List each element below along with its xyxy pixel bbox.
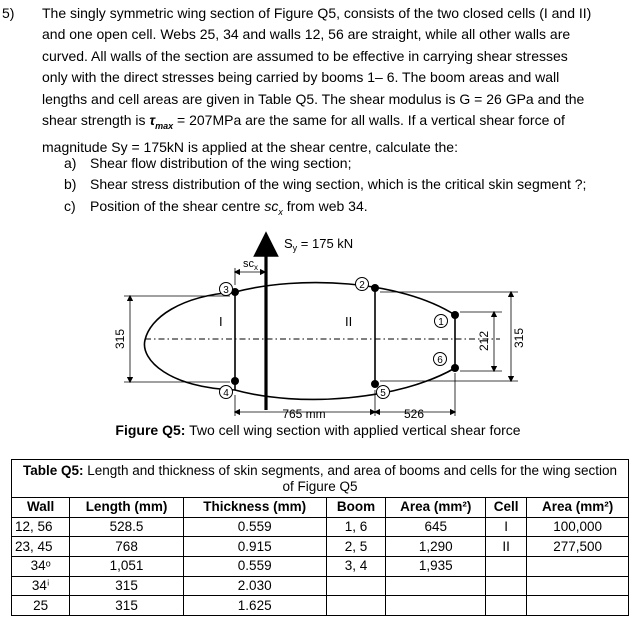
sc-subscript: x xyxy=(278,206,283,217)
caption-label: Figure Q5: xyxy=(115,422,186,438)
table-row xyxy=(12,537,629,557)
table-cell: 2, 5 xyxy=(326,537,386,557)
cell-I-label: I xyxy=(219,314,223,329)
header-cell: Wall xyxy=(12,498,70,518)
table-row xyxy=(12,596,629,616)
caption-text: Two cell wing section with applied vertical shear force xyxy=(185,422,521,438)
table-cell: 2.030 xyxy=(183,576,326,596)
table-cell: 1,935 xyxy=(386,557,486,577)
table-cell xyxy=(326,576,386,596)
dim-212-label: 212 xyxy=(477,330,491,352)
table-caption-row xyxy=(12,460,629,498)
table-cell: 1,051 xyxy=(70,557,184,577)
table-cell: I xyxy=(486,517,527,537)
table-cell: 1.625 xyxy=(183,596,326,616)
table-cell xyxy=(486,576,527,596)
wing-section-figure xyxy=(0,230,636,450)
question-line: only with the direct stresses being carried by booms 1– 6. The boom areas and wall xyxy=(42,69,560,86)
table-caption xyxy=(12,460,629,498)
dim-right-label: 315 xyxy=(512,327,526,349)
question-number: 5) xyxy=(2,5,15,21)
table-cell: 23, 45 xyxy=(12,537,70,557)
table-q5 xyxy=(11,459,629,616)
boom-6-dot xyxy=(451,364,459,372)
dim-526-label: 526 xyxy=(403,407,425,421)
boom-5-number: 5 xyxy=(380,388,386,399)
tau-symbol: τ xyxy=(149,112,156,129)
boom-3-number: 3 xyxy=(223,285,229,296)
question-line: and one open cell. Webs 25, 34 and walls 12, 56 are straight, while all other walls are xyxy=(42,26,571,43)
dim-765-label: 765 mm xyxy=(282,407,326,421)
part-b xyxy=(64,174,634,195)
tau-subscript: max xyxy=(155,120,174,131)
table-cell: 0.559 xyxy=(183,557,326,577)
table-cell: 1,290 xyxy=(386,537,486,557)
cell-II-label: II xyxy=(345,314,353,329)
sc-symbol: sc xyxy=(264,197,279,214)
table-cell: 0.915 xyxy=(183,537,326,557)
table-caption-text: Length and thickness of skin segments, and area of booms and cells for the wing section of Figure Q5 xyxy=(83,462,618,494)
question-line: The singly symmetric wing section of Figure Q5, consists of the two closed cells (I and II) xyxy=(42,5,592,21)
question-line: magnitude Sy = 175kN is applied at the shear centre, calculate the: xyxy=(42,139,458,156)
table-cell xyxy=(527,576,629,596)
table-cell: 768 xyxy=(70,537,184,557)
part-a xyxy=(64,153,634,174)
table-cell: 12, 56 xyxy=(12,517,70,537)
text-fragment: shear strength is xyxy=(42,112,150,129)
table-cell: 100,000 xyxy=(527,517,629,537)
sc-label: $sc_x$ xyxy=(243,258,258,272)
force-label: $S_y = 175$ kN xyxy=(284,236,354,253)
question-line xyxy=(42,110,634,137)
table-cell: 34ᵒ xyxy=(12,557,70,577)
table-cell xyxy=(486,596,527,616)
boom-6-number: 6 xyxy=(437,355,443,366)
table-cell xyxy=(527,596,629,616)
part-label: a) xyxy=(64,154,77,171)
table-cell xyxy=(386,596,486,616)
header-cell: Area (mm²) xyxy=(386,498,486,518)
table-cell: 277,500 xyxy=(527,537,629,557)
boom-4-number: 4 xyxy=(223,388,229,399)
header-cell: Cell xyxy=(486,498,527,518)
text-fragment: = 207MPa are the same for all walls. If a vertical shear force of xyxy=(173,112,565,129)
table-header-row xyxy=(12,498,629,518)
table-cell: 315 xyxy=(70,576,184,596)
part-text: Shear stress distribution of the wing section, which is the critical skin segment ?; xyxy=(90,176,587,193)
part-text: Shear flow distribution of the wing section; xyxy=(90,154,352,171)
table-caption-label: Table Q5: xyxy=(22,462,84,478)
part-label: b) xyxy=(64,176,77,193)
table-cell: 315 xyxy=(70,596,184,616)
table-row xyxy=(12,557,629,577)
dim-left-label: 315 xyxy=(113,328,127,350)
table-row xyxy=(12,576,629,596)
boom-2-number: 2 xyxy=(359,280,365,291)
header-cell: Thickness (mm) xyxy=(183,498,326,518)
text-fragment: from web 34. xyxy=(282,197,368,214)
text-fragment: Position of the shear centre xyxy=(90,197,265,214)
table-cell: 0.559 xyxy=(183,517,326,537)
question-line: lengths and cell areas are given in Table Q5. The shear modulus is G = 26 GPa and the xyxy=(42,90,585,107)
table-cell xyxy=(386,576,486,596)
wing-section-diagram xyxy=(0,230,636,450)
part-c xyxy=(64,196,634,223)
header-cell: Boom xyxy=(326,498,386,518)
part-label: c) xyxy=(64,197,76,214)
boom-2-dot xyxy=(371,284,379,292)
boom-5-dot xyxy=(371,380,379,388)
table-cell xyxy=(527,557,629,577)
question-line: curved. All walls of the section are assumed to be effective in carrying shear stresses xyxy=(42,47,568,64)
table-cell: II xyxy=(486,537,527,557)
table-row xyxy=(12,517,629,537)
figure-caption xyxy=(0,422,636,438)
boom-1-dot xyxy=(451,311,459,319)
header-cell: Length (mm) xyxy=(70,498,184,518)
table-cell xyxy=(486,557,527,577)
question-paragraph xyxy=(42,3,634,159)
table-cell: 34ⁱ xyxy=(12,576,70,596)
table-cell: 528.5 xyxy=(70,517,184,537)
boom-4-dot xyxy=(231,377,239,385)
boom-1-number: 1 xyxy=(438,317,444,328)
header-cell: Area (mm²) xyxy=(527,498,629,518)
table-cell: 3, 4 xyxy=(326,557,386,577)
table-cell xyxy=(326,596,386,616)
table-cell: 1, 6 xyxy=(326,517,386,537)
table-cell: 645 xyxy=(386,517,486,537)
table-cell: 25 xyxy=(12,596,70,616)
